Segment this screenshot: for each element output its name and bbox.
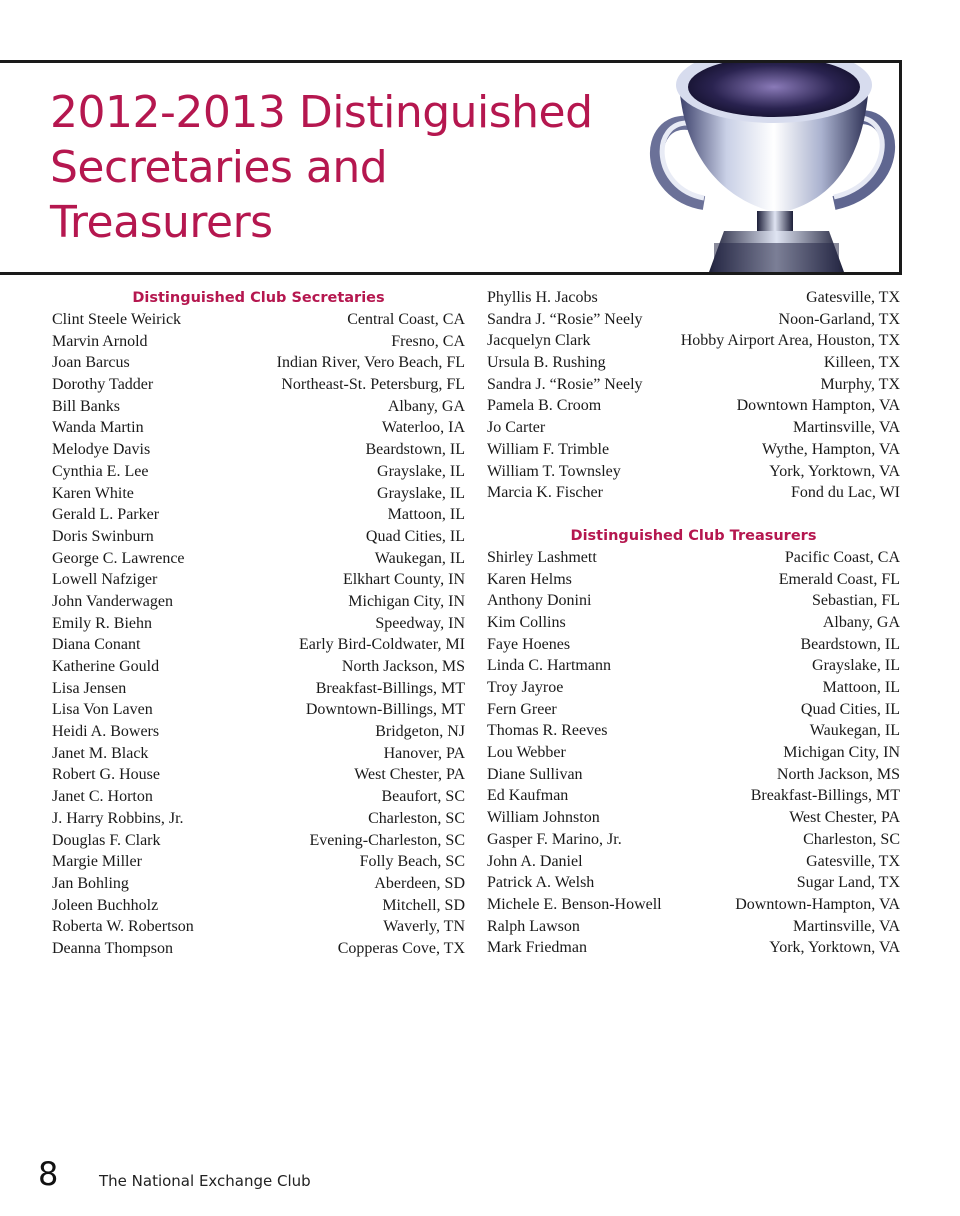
club-location: Wythe, Hampton, VA: [762, 440, 900, 458]
list-item: [487, 547, 900, 569]
member-name: William T. Townsley: [487, 462, 621, 480]
member-name: Marvin Arnold: [52, 332, 148, 350]
member-name: Joleen Buchholz: [52, 896, 159, 914]
club-location: Charleston, SC: [803, 830, 900, 848]
club-location: Michigan City, IN: [783, 744, 900, 762]
member-name: Karen Helms: [487, 570, 572, 588]
club-location: Breakfast-Billings, MT: [315, 679, 465, 697]
list-item: [52, 786, 465, 808]
member-name: J. Harry Robbins, Jr.: [52, 809, 184, 827]
member-name: Anthony Donini: [487, 592, 592, 610]
member-name: Faye Hoenes: [487, 635, 571, 653]
club-location: Indian River, Vero Beach, FL: [276, 354, 465, 372]
list-item: [487, 699, 900, 721]
member-name: John A. Daniel: [487, 852, 583, 870]
member-name: Ursula B. Rushing: [487, 354, 606, 372]
member-name: George C. Lawrence: [52, 549, 185, 567]
club-location: Sugar Land, TX: [796, 874, 900, 892]
list-item: [52, 613, 465, 635]
member-name: Doris Swinburn: [52, 527, 154, 545]
list-item: [487, 894, 900, 916]
member-name: Wanda Martin: [52, 419, 144, 437]
title-line-3: Treasurers: [50, 197, 273, 248]
member-name: Ralph Lawson: [487, 917, 580, 935]
member-name: Linda C. Hartmann: [487, 657, 611, 675]
list-item: [52, 938, 465, 960]
secretaries-column: [52, 287, 465, 960]
club-location: Fond du Lac, WI: [790, 484, 900, 502]
list-item: [487, 916, 900, 938]
treasurers-heading: Distinguished Club Treasurers: [570, 527, 817, 544]
club-location: Albany, GA: [387, 397, 465, 415]
club-location: Aberdeen, SD: [374, 874, 465, 892]
list-item: [487, 612, 900, 634]
member-name: Janet C. Horton: [52, 788, 153, 806]
list-item: [52, 504, 465, 526]
member-name: Heidi A. Bowers: [52, 723, 160, 741]
list-item: [487, 330, 900, 352]
club-location: Central Coast, CA: [347, 311, 465, 328]
member-name: Douglas F. Clark: [52, 831, 161, 849]
member-name: Jacquelyn Clark: [487, 332, 591, 350]
list-item: [52, 569, 465, 591]
member-name: Gasper F. Marino, Jr.: [487, 830, 622, 848]
list-item: [52, 743, 465, 765]
club-location: Noon-Garland, TX: [778, 310, 900, 328]
club-location: York, Yorktown, VA: [769, 462, 900, 480]
secretaries-heading: Distinguished Club Secretaries: [132, 290, 385, 306]
member-name: Robert G. House: [52, 766, 160, 784]
list-item: [487, 590, 900, 612]
club-location: West Chester, PA: [354, 766, 465, 784]
club-location: Waterloo, IA: [381, 419, 465, 437]
club-location: Grayslake, IL: [377, 462, 465, 480]
list-item: [487, 395, 900, 417]
member-name: Deanna Thompson: [52, 939, 174, 957]
right-column: [487, 287, 900, 959]
member-name: Diana Conant: [52, 636, 141, 654]
club-location: Gatesville, TX: [806, 852, 900, 870]
member-name: Mark Friedman: [487, 939, 587, 957]
club-location: Downtown-Hampton, VA: [735, 895, 900, 913]
list-item: [487, 417, 900, 439]
member-name: Karen White: [52, 484, 134, 502]
club-location: Mattoon, IL: [822, 679, 900, 696]
club-location: Early Bird-Coldwater, MI: [299, 636, 465, 654]
list-item: [487, 851, 900, 873]
club-location: Copperas Cove, TX: [337, 939, 465, 957]
member-name: Roberta W. Robertson: [52, 918, 194, 936]
member-name: Sandra J. “Rosie” Neely: [487, 310, 643, 328]
member-name: Emily R. Biehn: [52, 614, 152, 632]
member-name: William F. Trimble: [487, 440, 610, 458]
list-item: [52, 309, 465, 331]
page-title: [50, 85, 593, 250]
list-item: [52, 764, 465, 786]
list-item: [487, 287, 900, 309]
club-location: Martinsville, VA: [793, 419, 900, 437]
list-item: [487, 655, 900, 677]
section-spacer: [487, 504, 900, 525]
list-item: [487, 742, 900, 764]
club-location: Quad Cities, IL: [365, 527, 465, 545]
club-location: Quad Cities, IL: [800, 700, 900, 718]
member-name: Joan Barcus: [52, 354, 130, 372]
list-item: [52, 656, 465, 678]
list-item: [52, 851, 465, 873]
list-item: [52, 678, 465, 700]
club-location: Murphy, TX: [820, 375, 900, 393]
club-location: Grayslake, IL: [377, 484, 465, 502]
header-banner: [0, 60, 902, 275]
list-item: [487, 439, 900, 461]
member-name: Gerald L. Parker: [52, 506, 160, 524]
list-item: [487, 872, 900, 894]
member-name: Dorothy Tadder: [52, 376, 154, 394]
list-item: [487, 634, 900, 656]
member-name: Marcia K. Fischer: [487, 484, 603, 502]
member-name: Clint Steele Weirick: [52, 311, 182, 328]
list-item: [52, 634, 465, 656]
list-item: [52, 352, 465, 374]
list-item: [487, 677, 900, 699]
club-location: Folly Beach, SC: [359, 853, 465, 871]
club-location: Michigan City, IN: [348, 592, 465, 610]
member-name: Kim Collins: [487, 613, 566, 631]
club-location: Emerald Coast, FL: [778, 570, 900, 588]
club-location: Hanover, PA: [383, 744, 465, 762]
member-name: Katherine Gould: [52, 658, 160, 675]
club-location: Beardstown, IL: [365, 441, 465, 459]
member-name: Troy Jayroe: [487, 679, 564, 696]
club-location: Killeen, TX: [823, 354, 900, 372]
list-item: [52, 808, 465, 830]
list-item: [52, 591, 465, 613]
club-location: Waukegan, IL: [374, 549, 465, 567]
list-item: [52, 830, 465, 852]
club-location: Fresno, CA: [391, 332, 465, 350]
secretaries-continued-list: [487, 287, 900, 504]
club-location: Evening-Charleston, SC: [309, 831, 465, 849]
list-item: [52, 331, 465, 353]
list-item: [487, 309, 900, 331]
secretaries-list: [52, 309, 465, 960]
list-item: [487, 937, 900, 959]
member-name: Michele E. Benson-Howell: [487, 895, 662, 913]
list-item: [52, 374, 465, 396]
club-location: Mitchell, SD: [382, 896, 465, 914]
club-location: Northeast-St. Petersburg, FL: [281, 376, 465, 394]
member-name: John Vanderwagen: [52, 592, 174, 610]
club-location: Grayslake, IL: [812, 657, 900, 675]
member-name: Jan Bohling: [52, 874, 129, 892]
list-item: [487, 807, 900, 829]
member-name: Shirley Lashmett: [487, 548, 597, 566]
member-name: Pamela B. Croom: [487, 397, 602, 415]
club-location: Waukegan, IL: [809, 722, 900, 740]
list-item: [52, 417, 465, 439]
list-item: [52, 396, 465, 418]
list-item: [52, 526, 465, 548]
trophy-image: [629, 63, 899, 272]
club-location: Sebastian, FL: [812, 592, 900, 610]
member-name: Phyllis H. Jacobs: [487, 289, 598, 306]
treasurers-list: [487, 547, 900, 959]
club-location: Bridgeton, NJ: [375, 723, 465, 741]
list-item: [487, 482, 900, 504]
member-name: Thomas R. Reeves: [487, 722, 608, 740]
club-location: Mattoon, IL: [387, 506, 465, 524]
club-location: Pacific Coast, CA: [784, 548, 900, 566]
member-name: Sandra J. “Rosie” Neely: [487, 375, 643, 393]
club-location: Speedway, IN: [375, 614, 465, 632]
club-location: Beardstown, IL: [800, 635, 900, 653]
member-name: Cynthia E. Lee: [52, 462, 149, 480]
club-location: Downtown-Billings, MT: [305, 701, 465, 719]
member-name: Fern Greer: [487, 700, 557, 718]
member-name: Melodye Davis: [52, 441, 151, 459]
member-name: Ed Kaufman: [487, 787, 569, 805]
club-location: North Jackson, MS: [776, 765, 900, 783]
list-item: [52, 699, 465, 721]
list-item: [487, 720, 900, 742]
member-name: Lowell Nafziger: [52, 571, 158, 589]
page-number: 8: [38, 1155, 59, 1193]
member-name: Lisa Von Laven: [52, 701, 153, 719]
title-line-2: Secretaries and: [50, 142, 388, 193]
club-location: Breakfast-Billings, MT: [750, 787, 900, 805]
club-location: Martinsville, VA: [793, 917, 900, 935]
club-location: West Chester, PA: [789, 809, 900, 827]
list-item: [52, 548, 465, 570]
list-item: [52, 483, 465, 505]
club-location: Waverly, TN: [383, 918, 465, 936]
club-location: North Jackson, MS: [341, 658, 465, 675]
club-location: Beaufort, SC: [381, 788, 465, 806]
list-item: [52, 916, 465, 938]
club-location: Elkhart County, IN: [342, 571, 465, 589]
list-item: [52, 461, 465, 483]
member-name: William Johnston: [487, 809, 600, 827]
list-item: [487, 829, 900, 851]
club-location: Downtown Hampton, VA: [736, 397, 900, 415]
list-item: [487, 374, 900, 396]
list-item: [487, 461, 900, 483]
title-line-1: 2012-2013 Distinguished: [50, 87, 593, 138]
list-item: [487, 785, 900, 807]
list-item: [487, 764, 900, 786]
club-location: Gatesville, TX: [806, 289, 900, 306]
list-item: [52, 895, 465, 917]
member-name: Margie Miller: [52, 853, 142, 871]
list-item: [52, 721, 465, 743]
club-location: York, Yorktown, VA: [769, 939, 900, 957]
list-item: [52, 873, 465, 895]
list-item: [487, 352, 900, 374]
member-name: Diane Sullivan: [487, 765, 583, 783]
member-name: Patrick A. Welsh: [487, 874, 595, 892]
footer-organization: The National Exchange Club: [99, 1172, 311, 1190]
list-item: [52, 439, 465, 461]
member-name: Jo Carter: [487, 419, 546, 437]
member-name: Lou Webber: [487, 744, 566, 762]
club-location: Charleston, SC: [368, 809, 465, 827]
member-name: Bill Banks: [52, 397, 121, 415]
list-item: [487, 569, 900, 591]
club-location: Albany, GA: [822, 613, 900, 631]
member-name: Lisa Jensen: [52, 679, 127, 697]
member-name: Janet M. Black: [52, 744, 149, 762]
club-location: Hobby Airport Area, Houston, TX: [680, 332, 900, 350]
